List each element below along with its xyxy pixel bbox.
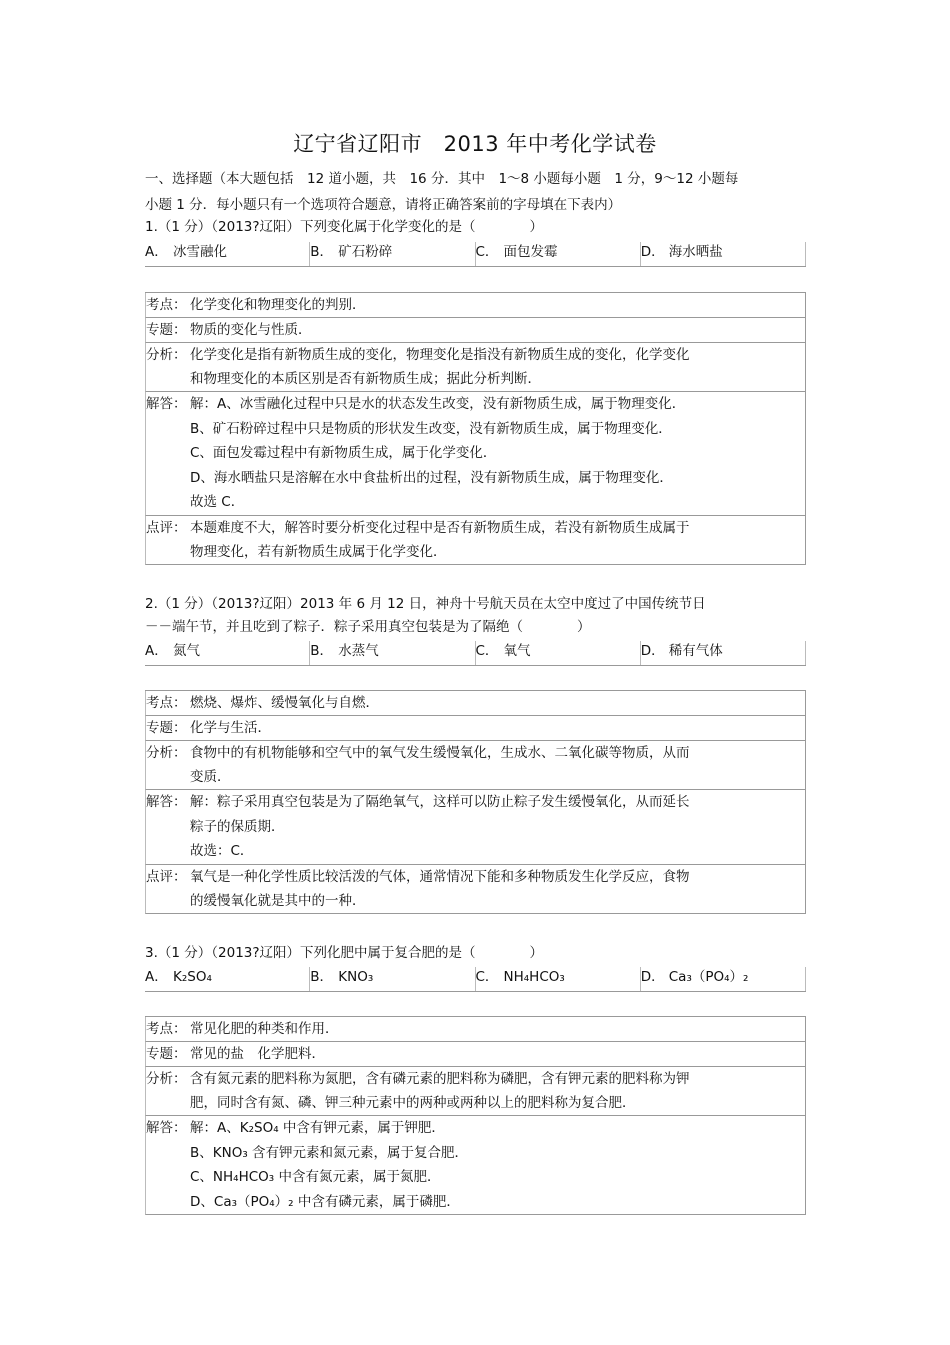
- analysis-row-fenxi: 分析： 化学变化是指有新物质生成的变化，物理变化是指没有新物质生成的变化，化学变化 和物理变化的本质区别是否有新物质生成；据此分析判断．: [145, 343, 806, 392]
- question-2-options: [145, 641, 806, 666]
- analysis-row-zhuanti: 专题： 常见的盐 化学肥料．: [145, 1042, 806, 1067]
- analysis-row-kaodian: 考点： 燃烧、爆炸、缓慢氧化与自燃．: [145, 691, 806, 716]
- option-a: A． 氮气: [145, 641, 310, 665]
- analysis-row-kaodian: 考点： 化学变化和物理变化的判别．: [145, 293, 806, 318]
- question-2-analysis: [145, 690, 806, 914]
- option-d: D． Ca₃（PO₄）₂: [641, 967, 806, 991]
- section-intro: [145, 166, 810, 218]
- question-1-options: [145, 242, 806, 267]
- question-3-stem: 3.（1 分）（2013?辽阳）下列化肥中属于复合肥的是（ ）: [145, 945, 544, 961]
- question-3-options: [145, 967, 806, 992]
- question-1-stem: 1.（1 分）（2013?辽阳）下列变化属于化学变化的是（ ）: [145, 219, 544, 235]
- intro-line: 小题 1 分．每小题只有一个选项符合题意，请将正确答案前的字母填在下表内）: [145, 197, 622, 213]
- analysis-row-jieda: 解答： 解：粽子采用真空包装是为了隔绝氧气，这样可以防止粽子发生缓慢氧化，从而延长 粽子的保质期． 故选：C．: [145, 790, 806, 865]
- analysis-row-zhuanti: 专题： 化学与生活．: [145, 716, 806, 741]
- option-a: A． K₂SO₄: [145, 967, 310, 991]
- analysis-row-jieda: 解答： 解：A、K₂SO₄ 中含有钾元素，属于钾肥． B、KNO₃ 含有钾元素和氮元素，属于复合肥． C、NH₄HCO₃ 中含有氮元素，属于氮肥． D、Ca₃（PO₄）₂ 中含有磷元素，属于磷肥．: [145, 1116, 806, 1215]
- page-title: 辽宁省辽阳市 2013 年中考化学试卷: [293, 132, 657, 156]
- analysis-row-dianping: 点评： 氧气是一种化学性质比较活泼的气体，通常情况下能和多种物质发生化学反应，食物 的缓慢氧化就是其中的一种．: [145, 865, 806, 914]
- option-c: C． NH₄HCO₃: [476, 967, 641, 991]
- analysis-row-zhuanti: 专题： 物质的变化与性质．: [145, 318, 806, 343]
- analysis-row-kaodian: 考点： 常见化肥的种类和作用．: [145, 1017, 806, 1042]
- option-b: B． KNO₃: [310, 967, 475, 991]
- question-2-stem: 2.（1 分）（2013?辽阳）2013 年 6 月 12 日，神舟十号航天员在太空中度过了中国传统节日 －－端午节，并且吃到了粽子．粽子采用真空包装是为了隔绝（ ）: [145, 596, 706, 635]
- question-3-analysis: [145, 1016, 806, 1215]
- option-b: B． 水蒸气: [310, 641, 475, 665]
- option-d: D． 海水晒盐: [641, 242, 806, 266]
- intro-line: 一、选择题（本大题包括 12 道小题，共 16 分．其中 1～8 小题每小题 1 分，9～12 小题每: [145, 171, 739, 187]
- analysis-row-fenxi: 分析： 含有氮元素的肥料称为氮肥，含有磷元素的肥料称为磷肥，含有钾元素的肥料称为钾 肥，同时含有氮、磷、钾三种元素中的两种或两种以上的肥料称为复合肥．: [145, 1067, 806, 1116]
- option-c: C． 面包发霉: [476, 242, 641, 266]
- option-b: B． 矿石粉碎: [310, 242, 475, 266]
- option-d: D． 稀有气体: [641, 641, 806, 665]
- analysis-row-jieda: 解答： 解：A、冰雪融化过程中只是水的状态发生改变，没有新物质生成，属于物理变化． B、矿石粉碎过程中只是物质的形状发生改变，没有新物质生成，属于物理变化． C、面包发霉过程中有新物质生成，属于化学变化． D、海水晒盐只是溶解在水中食盐析出的过程，没有新物质生成，属于物理变化． 故选 C．: [145, 392, 806, 516]
- option-c: C． 氧气: [476, 641, 641, 665]
- analysis-row-dianping: 点评： 本题难度不大，解答时要分析变化过程中是否有新物质生成，若没有新物质生成属于 物理变化，若有新物质生成属于化学变化．: [145, 516, 806, 565]
- analysis-row-fenxi: 分析： 食物中的有机物能够和空气中的氧气发生缓慢氧化，生成水、二氧化碳等物质，从而 变质．: [145, 741, 806, 790]
- question-1-analysis: [145, 292, 806, 565]
- option-a: A． 冰雪融化: [145, 242, 310, 266]
